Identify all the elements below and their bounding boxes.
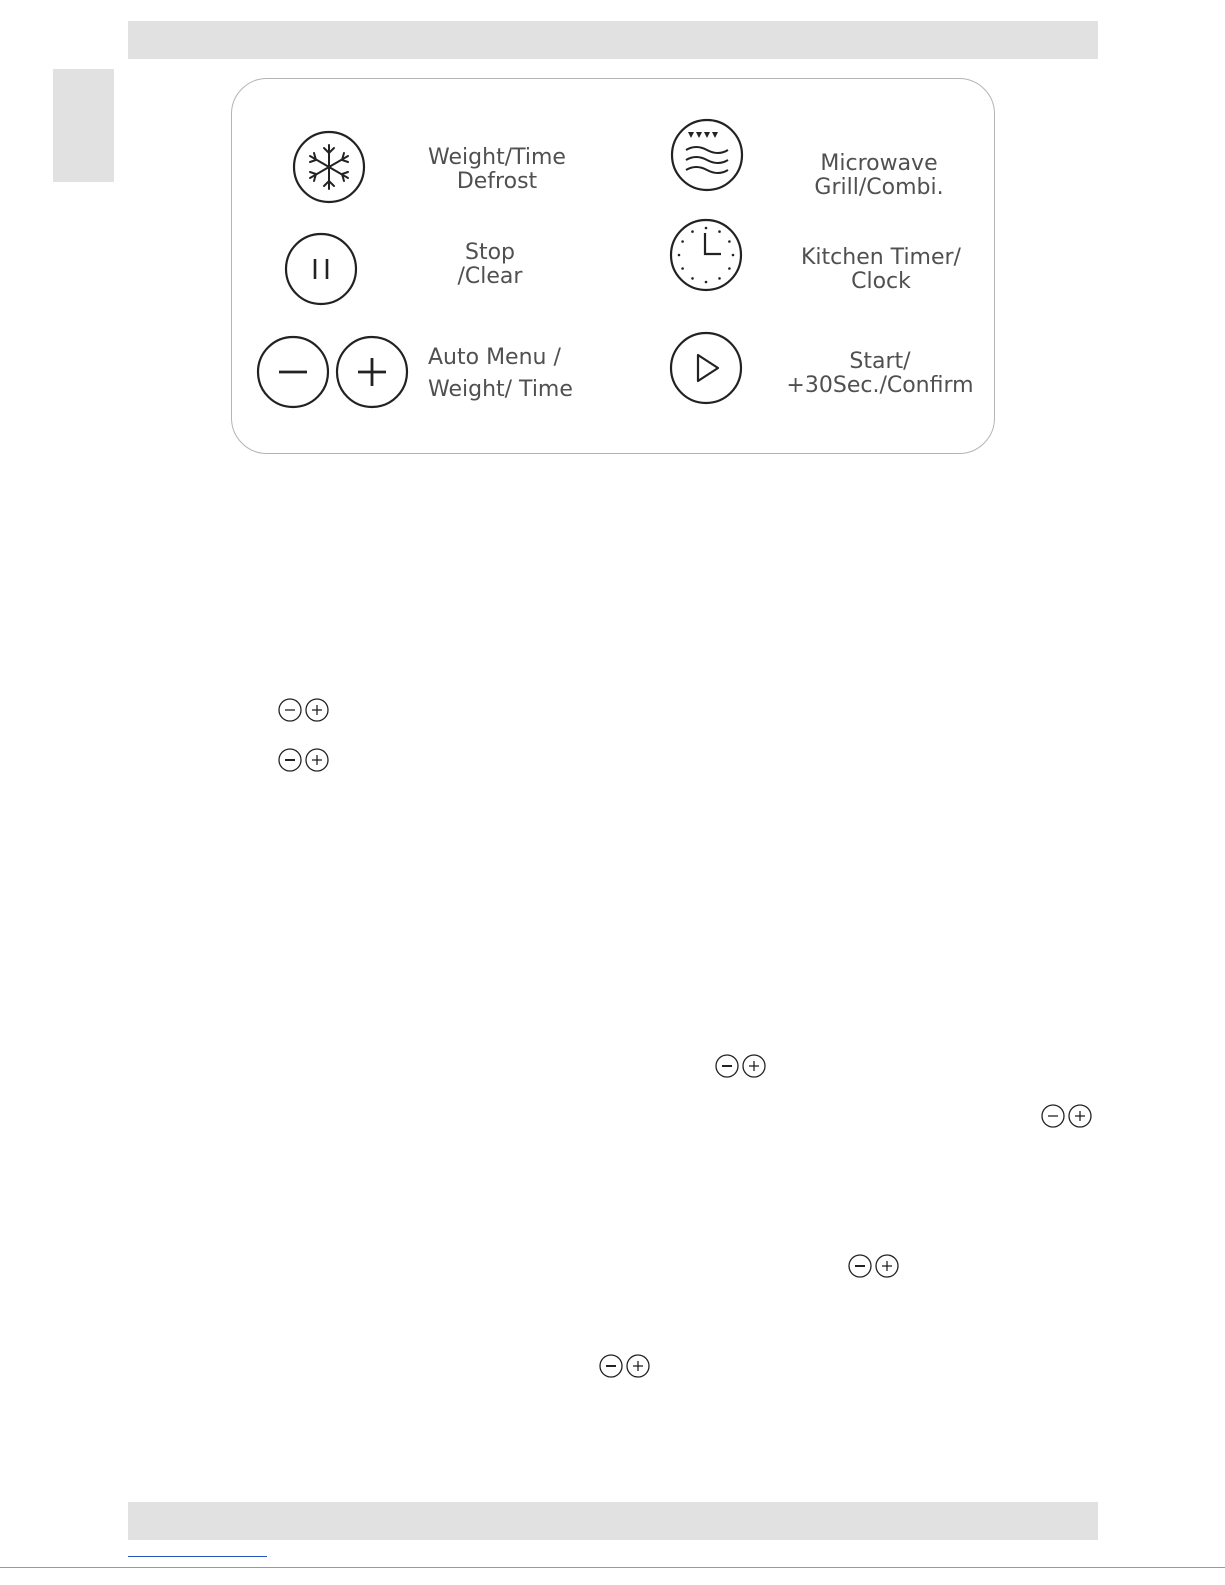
minus-plus-icon [598,1352,652,1380]
kitchen-timer-clock-label: Kitchen Timer/ Clock [801,245,961,294]
minus-button[interactable] [256,335,330,409]
minus-plus-icon [847,1252,901,1280]
footer-bar [128,1502,1098,1540]
minus-plus-icon [714,1052,768,1080]
play-icon [669,331,743,405]
plus-button[interactable] [335,335,409,409]
pause-icon [284,232,358,306]
microwave-grill-icon [670,118,744,192]
minus-icon [256,335,330,409]
defrost-label: Weight/Time Defrost [428,145,566,194]
side-tab [53,69,114,182]
minus-plus-icon [277,696,331,724]
footer-divider [0,1567,1225,1568]
microwave-grill-combi-label: Microwave Grill/Combi. [814,151,944,200]
defrost-button[interactable] [292,130,366,204]
minus-plus-icon [1040,1102,1094,1130]
start-button[interactable] [669,331,743,405]
stop-clear-label: Stop /Clear [457,240,523,289]
auto-menu-label: Auto Menu / Weight/ Time [428,345,573,402]
kitchen-timer-clock-button[interactable] [669,218,743,292]
minus-plus-icon [277,746,331,774]
start-confirm-label: Start/ +30Sec./Confirm [786,349,974,398]
plus-icon [335,335,409,409]
footer-link-underline [128,1556,267,1557]
stop-clear-button[interactable] [284,232,358,306]
microwave-grill-combi-button[interactable] [670,118,744,192]
snowflake-icon [292,130,366,204]
clock-icon [669,218,743,292]
header-bar [128,21,1098,59]
